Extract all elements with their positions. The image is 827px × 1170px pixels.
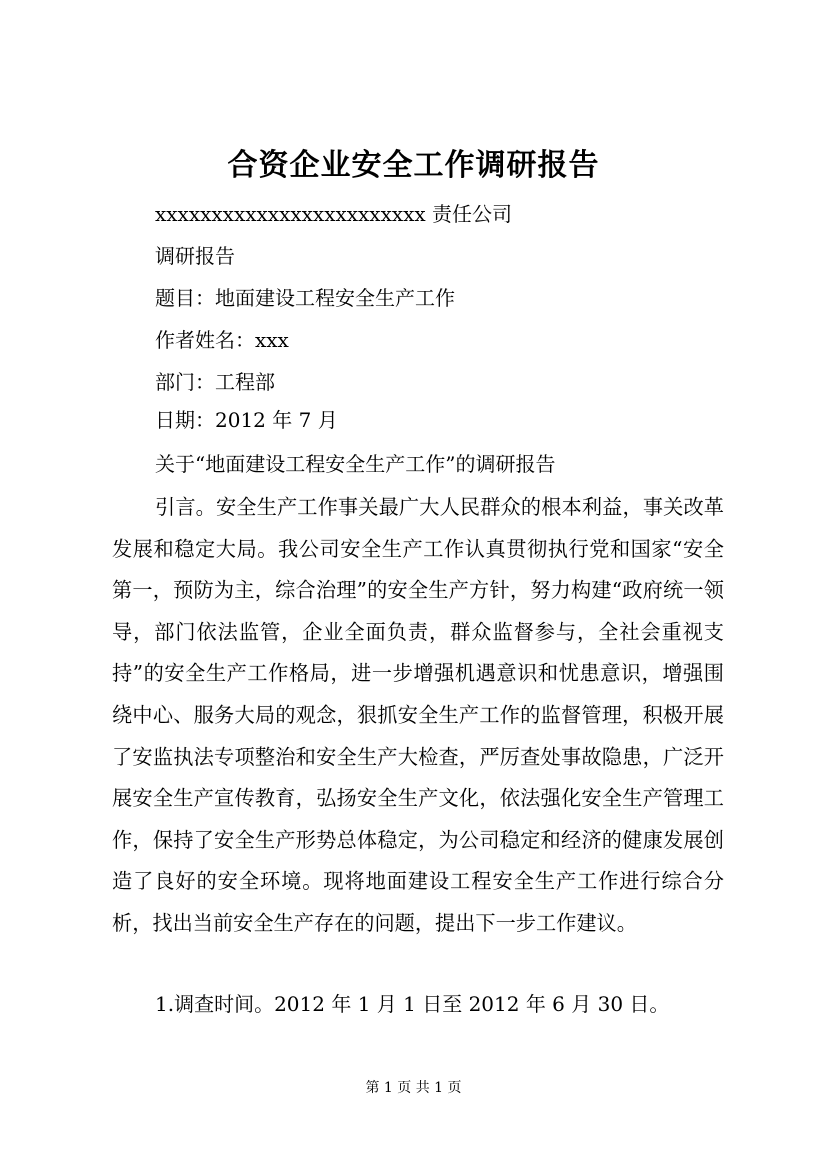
company-line: xxxxxxxxxxxxxxxxxxxxxxxx 责任公司 xyxy=(155,202,513,226)
survey-period-item: 1.调查时间。2012 年 1 月 1 日至 2012 年 6 月 30 日。 xyxy=(155,992,670,1016)
report-type-line: 调研报告 xyxy=(155,244,235,268)
page-indicator: 第 1 页 共 1 页 xyxy=(365,1080,462,1096)
subject-line: 题目：地面建设工程安全生产工作 xyxy=(155,286,455,310)
document-title: 合资企业安全工作调研报告 xyxy=(227,148,600,183)
intro-paragraph: 引言。安全生产工作事关最广大人民群众的根本利益，事关改革发展和稳定大局。我公司安全生产工作认真贯彻执行党和国家“安全第一，预防为主，综合治理”的安全生产方针，努力构建“政府统一领导，部门依法监管，企业全面负责，群众监督参与，全社会重视支持”的安全生产工作格局，进一步增强机遇意识和忧患意识，增强围绕中心、服务大局的观念，狠抓安全生产工作的监督管理，积极开展了安监执法专项整治和安全生产大检查，严厉查处事故隐患，广泛开展安全生产宣传教育，弘扬安全生产文化，依法强化安全生产管理工作，保持了安全生产形势总体稳定，为公司稳定和经济的健康发展创造了良好的安全环境。现将地面建设工程安全生产工作进行综合分析，找出当前安全生产存在的问题，提出下一步工作建议。 xyxy=(112,495,724,935)
date-line: 日期：2012 年 7 月 xyxy=(155,408,338,432)
author-line: 作者姓名：xxx xyxy=(155,328,289,352)
report-heading: 关于“地面建设工程安全生产工作”的调研报告 xyxy=(155,452,556,476)
department-line: 部门：工程部 xyxy=(155,370,275,394)
